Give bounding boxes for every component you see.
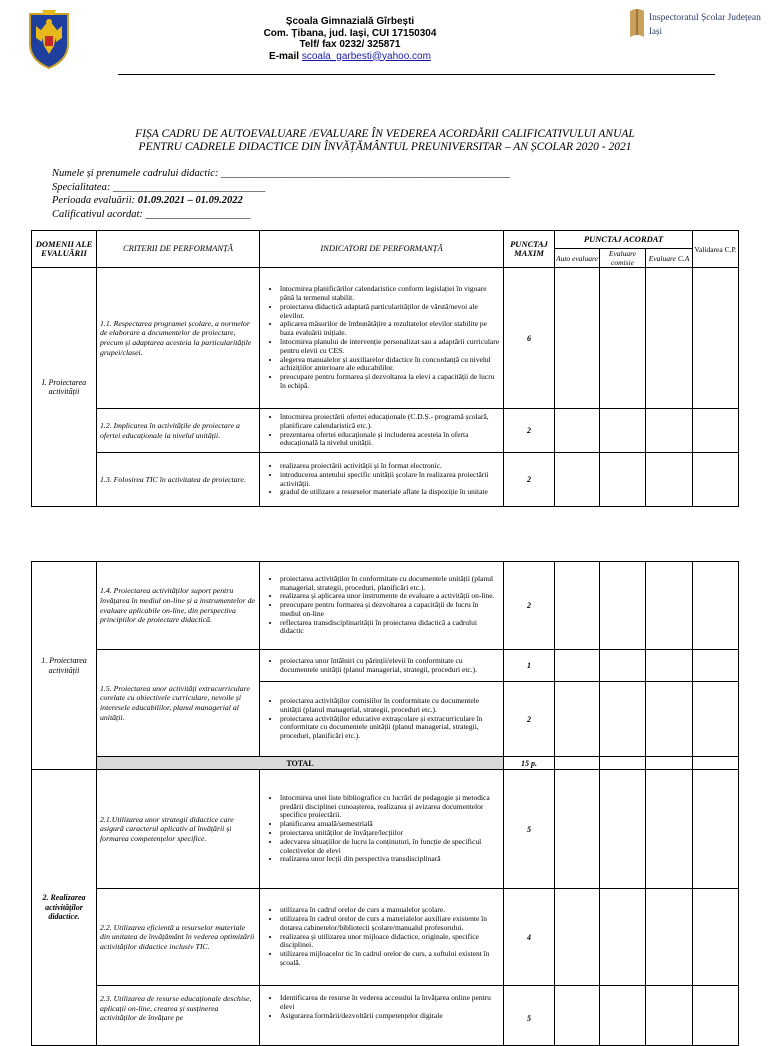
header-awarded: PUNCTAJ ACORDAT (555, 231, 693, 249)
indicator-item: • Identificarea de resurse în vederea accesului la învățarea online pentru elevi (280, 994, 501, 1012)
title-line-2: PENTRU CADRELE DIDACTICE DIN ÎNVĂȚĂMÂNTUL PREUNIVERSITAR – AN ȘCOLAR 2020 - 2021 (138, 141, 632, 153)
ca-score-cell[interactable] (646, 682, 693, 757)
cp-validation-cell[interactable] (693, 453, 739, 507)
criterion-cell: 2.1.Utilizarea unor strategii didactice care asigură caracterul aplicativ al învățării și formarea competențelor specifice. (97, 770, 260, 889)
criterion-cell: 1.1. Respectarea programei școlare, a normelor de elaborare a documentelor de proiectare, precum și adaptarea acesteia la particularitățile grupei/clasei. (97, 268, 260, 409)
ca-score-cell[interactable] (646, 562, 693, 650)
committee-score-cell[interactable] (600, 409, 646, 453)
indicator-cell (260, 682, 504, 757)
ca-score-cell[interactable] (646, 409, 693, 453)
evaluation-table-part-2 (31, 561, 739, 1046)
cp-validation-cell[interactable] (693, 409, 739, 453)
self-score-cell[interactable] (555, 409, 600, 453)
self-score-cell[interactable] (555, 453, 600, 507)
domain-cell: I. Proiectarea activității (32, 268, 97, 507)
max-points-cell: 5 (504, 770, 555, 889)
field-name (52, 167, 510, 181)
ca-score-cell[interactable] (646, 453, 693, 507)
max-points-cell: 2 (504, 453, 555, 507)
indicator-item: • proiectarea unor întâlniri cu părinții/elevii în conformitate cu documentele unității (planul managerial, strategii, proceduri etc.). (280, 657, 501, 675)
teacher-info (52, 167, 510, 221)
indicator-item: • preocupare pentru formarea și dezvoltarea a capacității de lucru în mediul on-line (280, 601, 501, 619)
indicator-cell (260, 562, 504, 650)
header-committee: Evaluare comisie (600, 249, 646, 268)
field-spec (52, 181, 510, 195)
indicator-cell (260, 889, 504, 986)
indicator-item: • realizarea unor lecții din perspectiva transdisciplinară (280, 855, 501, 864)
ca-score-cell[interactable] (646, 650, 693, 682)
criterion-cell: 2.2. Utilizarea eficientă a resurselor materiale din unitatea de învățământ în vederea optimizării activităților didactice inclusiv TIC. (97, 889, 260, 986)
indicator-item: • întocmirea proiectării ofertei educaționale (C.D.Ș.- programă școlară, planificare calendaristică etc.). (280, 413, 501, 431)
indicator-item: • preocupare pentru formarea și dezvoltarea la elevi a capacității de lucru în echipă. (280, 373, 501, 391)
field-qual-blank: ____________________ (145, 208, 251, 220)
cp-validation-cell[interactable] (693, 770, 739, 889)
criterion-cell: 1.4. Proiectarea activităților suport pentru învățarea în mediul on-line și a instrumentelor de evaluare aplicabile on-line, din perspectiva principiilor de proiectare didactică. (97, 562, 260, 650)
romania-coat-of-arms-icon (26, 8, 72, 70)
evaluation-table-part-1 (31, 230, 739, 507)
committee-score-cell[interactable] (600, 650, 646, 682)
indicator-cell (260, 409, 504, 453)
indicator-cell (260, 650, 504, 682)
form-title (60, 128, 710, 154)
isj-name: Inspectoratul Școlar Județean (649, 13, 761, 23)
indicator-item: • prezentarea ofertei educaționale și includerea acesteia în oferta educațională la nivelul unității. (280, 431, 501, 449)
self-score-cell[interactable] (555, 889, 600, 986)
total-cp-cell[interactable] (693, 757, 739, 770)
school-email-line (200, 51, 500, 63)
indicator-item: • proiectarea unităților de învățare/lecțiilor (280, 829, 501, 838)
header-cp: Validarea C.P. (693, 231, 739, 268)
isj-logo (627, 7, 761, 43)
school-name: Școala Gimnazială Gîrbești (285, 16, 415, 27)
header-criteria: CRITERII DE PERFORMANȚĂ (97, 231, 260, 268)
indicator-item: • alegerea manualelor și auxiliarelor didactice în concordanță cu nivelul achizițiilor anterioare ale educabililor. (280, 356, 501, 374)
header-domains: DOMENII ALE EVALUĂRII (32, 231, 97, 268)
criterion-cell: 1.5. Proiectarea unor activități extracurriculare corelate cu obiectivele curriculare, nevoile și interesele educabililor, planul managerial al unității. (97, 650, 260, 757)
cp-validation-cell[interactable] (693, 682, 739, 757)
self-score-cell[interactable] (555, 650, 600, 682)
max-points-cell: 4 (504, 889, 555, 986)
isj-city: Iași (649, 26, 662, 36)
total-committee-cell[interactable] (600, 757, 646, 770)
self-score-cell[interactable] (555, 986, 600, 1046)
committee-score-cell[interactable] (600, 682, 646, 757)
title-line-1: FIȘA CADRU DE AUTOEVALUARE /EVALUARE ÎN VEDEREA ACORDĂRII CALIFICATIVULUI ANUAL (135, 128, 635, 140)
header-max-points: PUNCTAJ MAXIM (504, 231, 555, 268)
field-qual-label: Calificativul acordat: (52, 208, 146, 220)
indicator-item: • întocmirea unei liste bibliografice cu lucrări de pedagogie și metodica predării disciplinei cunoașterea, realizarea și avizarea documentelor specifice proiectării. (280, 794, 501, 820)
header-ca: Evaluare C.A (646, 249, 693, 268)
header-indicators: INDICATORI DE PERFORMANȚĂ (260, 231, 504, 268)
indicator-item: • gradul de utilizare a resurselor materiale aflate la dispoziție în unitate (280, 488, 501, 497)
indicator-item: • realizarea proiectării activității și în format electronic. (280, 462, 501, 471)
max-points-cell: 2 (504, 409, 555, 453)
committee-score-cell[interactable] (600, 889, 646, 986)
cp-validation-cell[interactable] (693, 889, 739, 986)
field-spec-blank: _____________________________ (112, 181, 266, 193)
committee-score-cell[interactable] (600, 562, 646, 650)
indicator-cell (260, 770, 504, 889)
criterion-cell: 2.3. Utilizarea de resurse educaționale deschise, aplicații on-line, crearea și susținerea activităților de învățare pe (97, 986, 260, 1046)
indicator-item: • proiectarea activităților în conformitate cu documentele unității (planul managerial, strategii, proceduri, planificări etc.). (280, 575, 501, 593)
indicator-item: • proiectarea activităților educative extrașcolare și extracurriculare în conformitate cu documentele unității (planul managerial, strategii, proceduri, planificări etc.). (280, 715, 501, 741)
self-score-cell[interactable] (555, 682, 600, 757)
self-score-cell[interactable] (555, 562, 600, 650)
school-header (200, 16, 500, 62)
indicator-item: • utilizarea mijloacelor tic în cadrul orelor de curs, a softului existent în școală. (280, 950, 501, 968)
criterion-cell: 1.2. Implicarea în activitățile de proiectare a ofertei educaționale la nivelul unității. (97, 409, 260, 453)
field-period (52, 194, 510, 208)
committee-score-cell[interactable] (600, 770, 646, 889)
ca-score-cell[interactable] (646, 889, 693, 986)
indicator-item: • proiectarea didactică adaptată particularităților de vârstă/nevoi ale elevilor. (280, 303, 501, 321)
cp-validation-cell[interactable] (693, 268, 739, 409)
self-score-cell[interactable] (555, 770, 600, 889)
committee-score-cell[interactable] (600, 453, 646, 507)
cp-validation-cell[interactable] (693, 562, 739, 650)
cp-validation-cell[interactable] (693, 650, 739, 682)
indicator-item: • introducerea antetului specific unității școlare în realizarea proiectării activității. (280, 471, 501, 489)
indicator-item: • Asigurarea formării/dezvoltării competențelor digitale (280, 1012, 501, 1021)
indicator-item: • utilizarea în cadrul orelor de curs a materialelor auxiliare existente în dotarea cabinetelor/bibliotecii școlare/manualul profesorului. (280, 915, 501, 933)
field-name-blank: _______________________________________________________ (221, 168, 510, 179)
committee-score-cell[interactable] (600, 986, 646, 1046)
indicator-item: • proiectarea activităților comisiilor în conformitate cu documentele unității (planul managerial, strategii, proceduri etc.). (280, 697, 501, 715)
field-name-label: Numele și prenumele cadrului didactic: (52, 168, 222, 179)
header-divider (118, 74, 715, 75)
committee-score-cell[interactable] (600, 268, 646, 409)
email-link[interactable]: scoala_garbesti@yahoo.com (301, 50, 431, 62)
field-qual (52, 208, 510, 222)
indicator-item: • realizarea și utilizarea unor mijloace didactice, originale, specifice disciplinei. (280, 933, 501, 951)
ca-score-cell[interactable] (646, 986, 693, 1046)
indicator-item: • adecvarea situațiilor de lucru la conținuturi, în funcție de specificul colectivelor de elevi (280, 838, 501, 856)
field-spec-label: Specialitatea: (52, 181, 113, 193)
isj-book-icon (627, 7, 647, 41)
header-self: Auto evaluare (555, 249, 600, 268)
indicator-item: • planificarea anuală/semestrială (280, 820, 501, 829)
self-score-cell[interactable] (555, 268, 600, 409)
indicator-item: • utilizarea în cadrul orelor de curs a manualelor școlare. (280, 906, 501, 915)
total-self-cell[interactable] (555, 757, 600, 770)
school-phone: Telf/ fax 0232/ 325871 (299, 39, 401, 50)
domain-cell: 1. Proiectarea activității (32, 562, 97, 770)
criterion-cell: 1.3. Folosirea TIC în activitatea de proiectare. (97, 453, 260, 507)
field-period-value: 01.09.2021 – 01.09.2022 (137, 195, 243, 206)
indicator-item: • aplicarea măsurilor de îmbunătățire a rezultatelor elevilor stabilite pe baza evaluării inițiale. (280, 320, 501, 338)
indicator-cell (260, 986, 504, 1046)
max-points-cell: 5 (504, 986, 555, 1046)
max-points-cell: 2 (504, 562, 555, 650)
field-period-label: Perioada evaluării: (52, 195, 138, 206)
indicator-item: • realizarea și aplicarea unor instrumente de evaluare a activității on-line. (280, 592, 501, 601)
ca-score-cell[interactable] (646, 770, 693, 889)
total-points-cell: 15 p. (504, 757, 555, 770)
domain-cell: 2. Realizarea activităților didactice. (32, 770, 97, 1046)
school-address: Com. Țibana, jud. Iași, CUI 17150304 (263, 27, 437, 39)
indicator-item: • întocmirea planificărilor calendaristice conform legislației în vigoare până la termenul stabilit. (280, 285, 501, 303)
max-points-cell: 1 (504, 650, 555, 682)
indicator-cell (260, 453, 504, 507)
max-points-cell: 6 (504, 268, 555, 409)
total-ca-cell[interactable] (646, 757, 693, 770)
email-label: E-mail (269, 50, 302, 62)
total-label-cell: TOTAL (97, 757, 504, 770)
max-points-cell: 2 (504, 682, 555, 757)
cp-validation-cell[interactable] (693, 986, 739, 1046)
ca-score-cell[interactable] (646, 268, 693, 409)
indicator-item: • reflectarea transdisciplinarității în proiectarea didactică a cadrului didactic (280, 619, 501, 637)
indicator-item: • întocmirea planului de intervenție personalizat sau a adaptării curriculare pentru elevii cu CES. (280, 338, 501, 356)
indicator-cell (260, 268, 504, 409)
